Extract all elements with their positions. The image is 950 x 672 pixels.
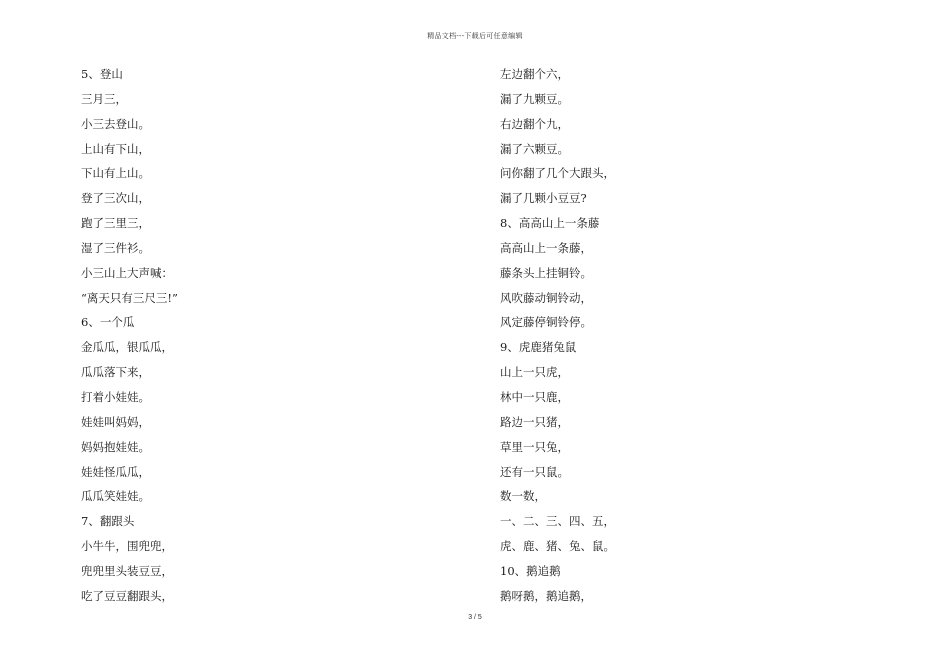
text-line: 漏了几颗小豆豆? <box>500 191 587 206</box>
text-line: 林中一只鹿， <box>500 389 569 404</box>
text-line: 问你翻了几个大跟头， <box>500 166 615 181</box>
text-line: 5、登山 <box>81 67 123 81</box>
text-line: 9、虎鹿猪兔鼠 <box>500 340 577 355</box>
text-line: 打着小娃娃。 <box>81 389 150 404</box>
text-line: 山上一只虎， <box>500 365 569 380</box>
text-line: 瓜瓜笑娃娃。 <box>81 489 150 504</box>
text-line: 漏了九颗豆。 <box>500 91 569 106</box>
text-line: 10、鹅追鹅 <box>500 563 561 578</box>
text-line: 兜兜里头装豆豆， <box>81 563 173 578</box>
text-line: 路边一只猪， <box>500 414 569 429</box>
text-line: 数一数， <box>500 489 546 504</box>
text-line: 金瓜瓜，银瓜瓜， <box>81 340 173 355</box>
text-line: 风吹藤动铜铃动， <box>500 290 592 305</box>
text-line: 吃了豆豆翻跟头， <box>81 588 173 603</box>
text-line: 瓜瓜落下来， <box>81 365 150 380</box>
left-column <box>81 62 178 609</box>
text-line: 右边翻个九， <box>500 116 569 131</box>
text-line: 7、翻跟头 <box>81 514 135 529</box>
text-line: 草里一只兔， <box>500 439 569 454</box>
text-line: 藤条头上挂铜铃。 <box>500 265 592 280</box>
text-line: 风定藤停铜铃停。 <box>500 315 592 330</box>
text-line: 上山有下山， <box>81 141 150 156</box>
text-line: 妈妈抱娃娃。 <box>81 439 150 454</box>
text-line: 三月三， <box>81 91 127 106</box>
text-line: 小三山上大声喊： <box>81 265 173 280</box>
text-line: “离天只有三尺三!” <box>81 290 178 305</box>
text-line: 湿了三件衫。 <box>81 240 150 255</box>
text-line: 下山有上山。 <box>81 166 150 181</box>
page-header: 精品文档---下载后可任意编辑 <box>427 32 523 40</box>
text-line: 鹅呀鹅，鹅追鹅， <box>500 588 592 603</box>
text-line: 一、二、三、四、五， <box>500 514 615 529</box>
text-line: 娃娃怪瓜瓜， <box>81 464 150 479</box>
text-line: 虎、鹿、猪、兔、鼠。 <box>500 539 615 554</box>
text-line: 小牛牛，围兜兜， <box>81 539 173 554</box>
right-column <box>500 62 615 609</box>
text-line: 漏了六颗豆。 <box>500 141 569 156</box>
text-line: 左边翻个六， <box>500 67 569 81</box>
text-line: 8、高高山上一条藤 <box>500 216 600 231</box>
text-line: 6、一个瓜 <box>81 315 135 330</box>
text-line: 娃娃叫妈妈， <box>81 414 150 429</box>
text-line: 登了三次山， <box>81 191 150 206</box>
text-line: 跑了三里三， <box>81 216 150 231</box>
page-number: 3 / 5 <box>468 614 482 621</box>
text-line: 小三去登山。 <box>81 116 150 131</box>
text-line: 高高山上一条藤， <box>500 240 592 255</box>
text-line: 还有一只鼠。 <box>500 464 569 479</box>
